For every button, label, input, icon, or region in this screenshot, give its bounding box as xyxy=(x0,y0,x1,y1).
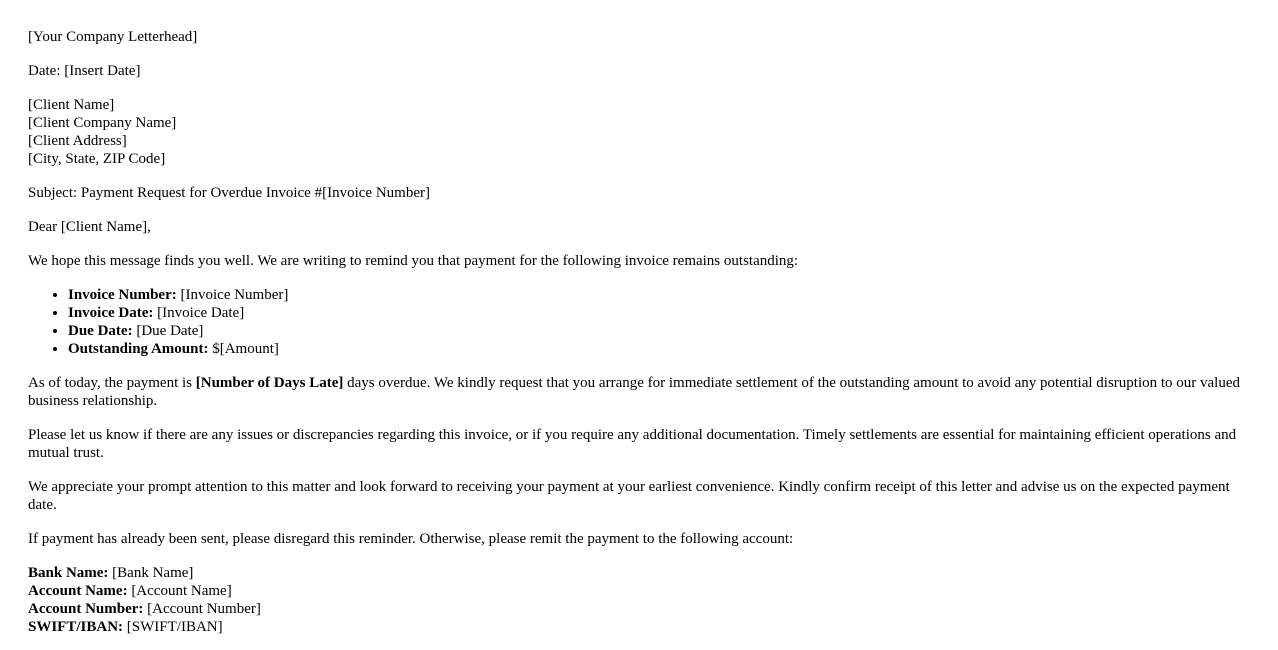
list-item xyxy=(68,340,1250,358)
recipient-block xyxy=(28,96,1250,168)
list-item xyxy=(68,322,1250,340)
recipient-city: [City, State, ZIP Code] xyxy=(28,151,166,167)
swift-iban-label: SWIFT/IBAN: xyxy=(28,619,124,635)
salutation: Dear [Client Name], xyxy=(28,219,151,235)
bank-details-block xyxy=(28,564,1250,636)
appreciation-paragraph: We appreciate your prompt attention to this matter and look forward to receiving your payment at your earliest convenience. Kindly confirm receipt of this letter and advise us on the expected payment date. xyxy=(28,479,1230,513)
recipient-name: [Client Name] xyxy=(28,97,115,113)
account-name-value: [Account Name] xyxy=(127,583,232,599)
invoice-details-list xyxy=(28,286,1250,358)
intro-paragraph: We hope this message finds you well. We are writing to remind you that payment for the following invoice remains outstanding: xyxy=(28,253,799,269)
bank-name-value: [Bank Name] xyxy=(108,565,194,581)
invoice-number-value: [Invoice Number] xyxy=(176,287,289,303)
swift-iban-value: [SWIFT/IBAN] xyxy=(123,619,223,635)
outstanding-amount-label: Outstanding Amount: xyxy=(68,341,209,357)
list-item xyxy=(68,286,1250,304)
days-late-placeholder: [Number of Days Late] xyxy=(195,375,344,391)
overdue-paragraph xyxy=(28,374,1250,410)
subject-line: Subject: Payment Request for Overdue Invoice #[Invoice Number] xyxy=(28,185,430,201)
invoice-date-label: Invoice Date: xyxy=(68,305,154,321)
remit-paragraph: If payment has already been sent, please disregard this reminder. Otherwise, please remit the payment to the following account: xyxy=(28,531,794,547)
invoice-number-label: Invoice Number: xyxy=(68,287,177,303)
due-date-label: Due Date: xyxy=(68,323,133,339)
overdue-text-after: days overdue. We kindly request that you arrange for immediate settlement of the outstanding amount to avoid any potential disruption to our valued business relationship. xyxy=(28,375,1241,409)
list-item xyxy=(68,304,1250,322)
overdue-text-before: As of today, the payment is xyxy=(28,375,196,391)
invoice-date-value: [Invoice Date] xyxy=(153,305,245,321)
due-date-value: [Due Date] xyxy=(132,323,204,339)
bank-name-label: Bank Name: xyxy=(28,565,109,581)
issues-paragraph: Please let us know if there are any issues or discrepancies regarding this invoice, or if you require any additional documentation. Timely settlements are essential for maintaining efficient operations and mutual trust. xyxy=(28,427,1237,461)
recipient-address: [Client Address] xyxy=(28,133,127,149)
recipient-company: [Client Company Name] xyxy=(28,115,177,131)
letterhead: [Your Company Letterhead] xyxy=(28,29,198,45)
account-number-value: [Account Number] xyxy=(143,601,261,617)
outstanding-amount-value: $[Amount] xyxy=(208,341,279,357)
account-name-label: Account Name: xyxy=(28,583,128,599)
account-number-label: Account Number: xyxy=(28,601,144,617)
letter-date: Date: [Insert Date] xyxy=(28,63,141,79)
